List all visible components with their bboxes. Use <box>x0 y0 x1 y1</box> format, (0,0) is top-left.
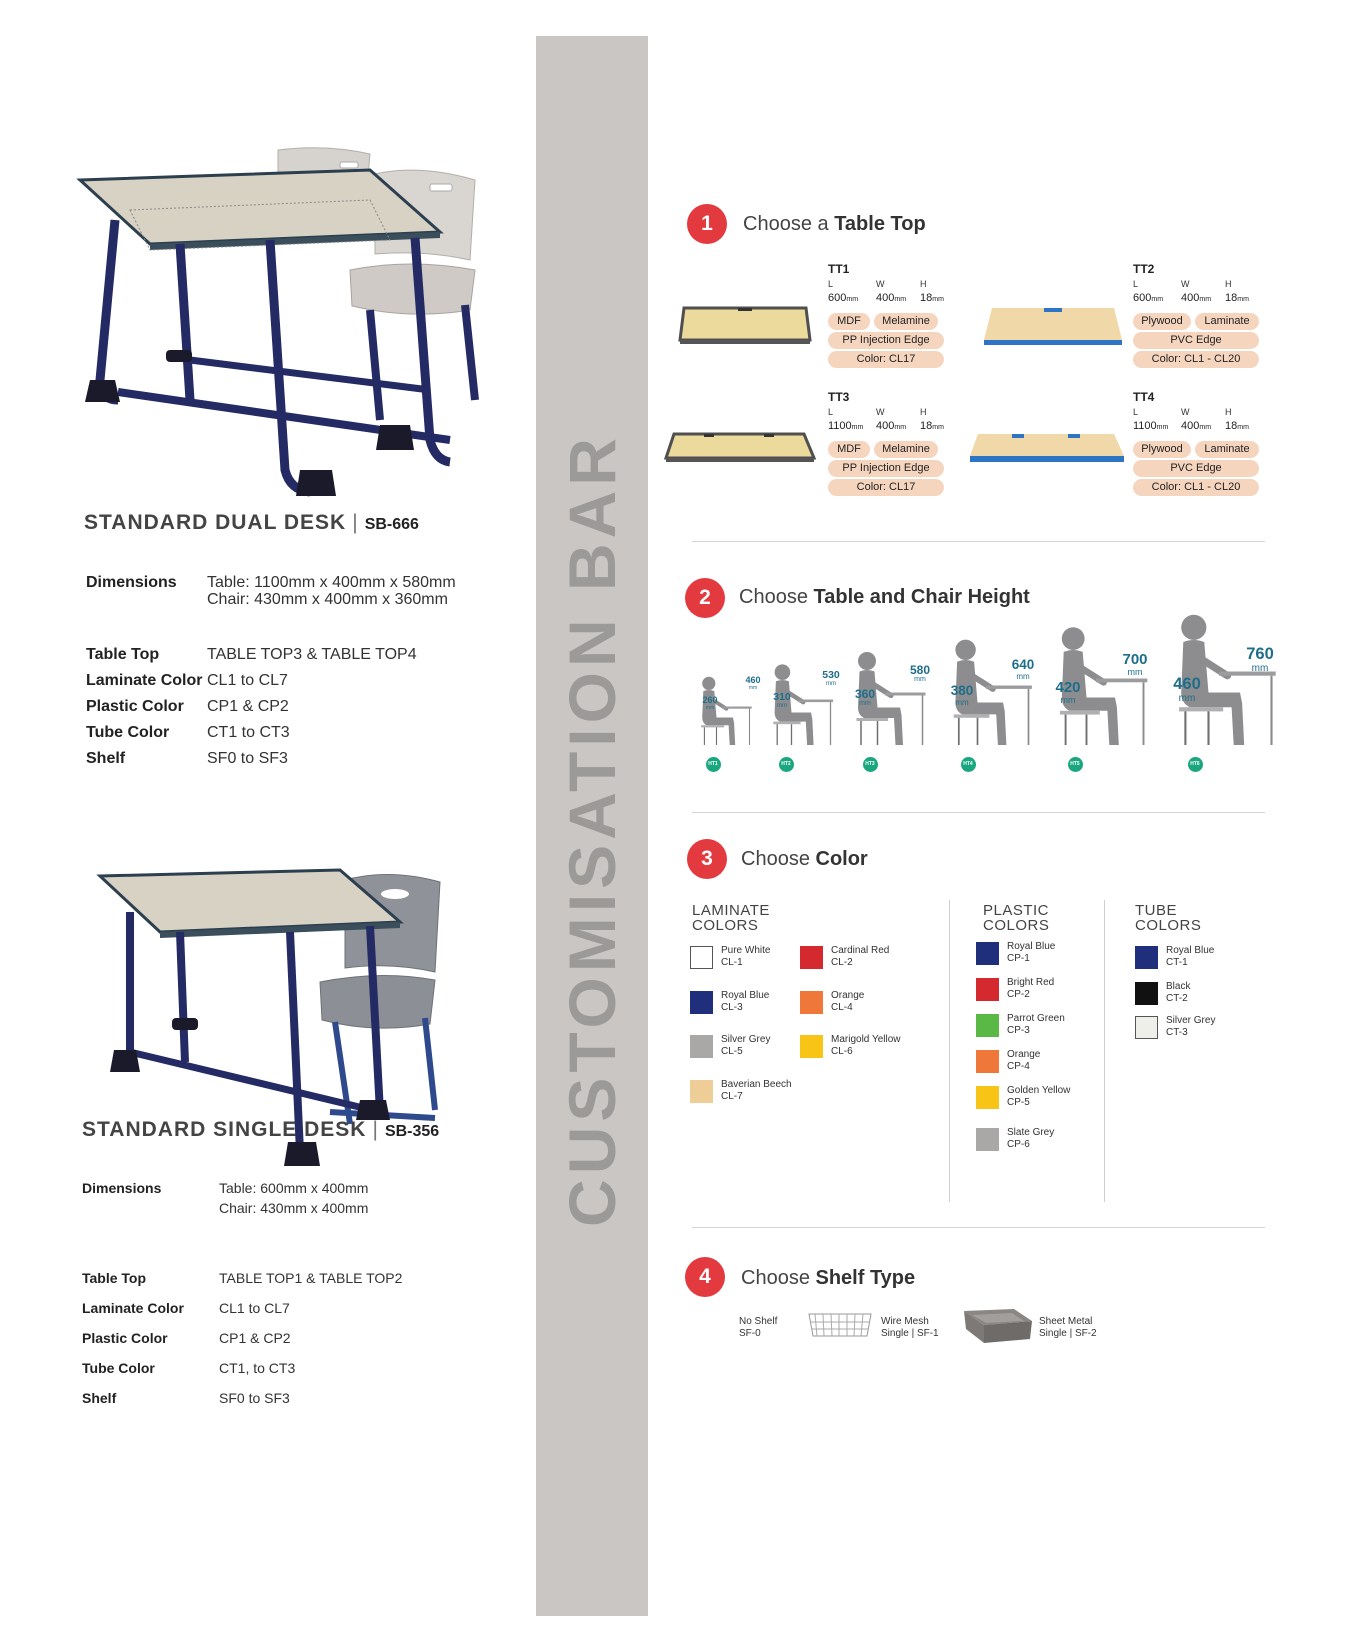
table-height-value: 460 <box>745 675 761 685</box>
shelf-code: Single | SF-1 <box>881 1328 939 1339</box>
edge-pill: PVC Edge <box>1133 332 1259 349</box>
color-code: CL-5 <box>721 1046 743 1057</box>
color-name: Cardinal Red <box>831 945 890 956</box>
section-divider <box>692 1227 1265 1228</box>
tt-length <box>1133 420 1168 432</box>
product-code: SB-356 <box>384 1123 440 1140</box>
table-top-card-tt1[interactable] <box>828 262 958 370</box>
tt3-image <box>664 428 816 468</box>
heading-line: LAMINATE <box>692 902 770 919</box>
color-label <box>1007 1013 1065 1037</box>
product-name: STANDARD SINGLE DESK <box>82 1118 367 1141</box>
material-pill: Plywood <box>1133 441 1191 458</box>
tt-length-value: 600 <box>828 292 847 304</box>
color-code: CL-1 <box>721 957 743 968</box>
unit: mm <box>1199 296 1212 303</box>
table-height-value: 700 <box>1122 651 1148 668</box>
step-prefix: Choose <box>741 848 810 870</box>
edge-pill: PP Injection Edge <box>828 460 944 477</box>
color-code: CP-1 <box>1007 953 1030 964</box>
tt-width <box>1181 292 1211 304</box>
color-pill: Color: CL1 - CL20 <box>1133 351 1259 368</box>
color-pill: Color: CL17 <box>828 351 944 368</box>
chair-height-unit: mm <box>955 697 969 707</box>
tt2-image <box>982 300 1127 350</box>
color-swatch[interactable] <box>1135 1016 1158 1039</box>
step-title <box>743 213 926 236</box>
table-top-card-tt2[interactable] <box>1133 262 1263 370</box>
color-name: Royal Blue <box>1007 941 1056 952</box>
shelf-code: Single | SF-2 <box>1039 1328 1097 1339</box>
title-separator: | <box>372 1118 379 1141</box>
shelf-option-wire-mesh[interactable] <box>881 1316 961 1346</box>
product-title-dual <box>84 511 419 535</box>
tt-length-value: 1100 <box>828 420 852 432</box>
tt-height <box>1225 292 1249 304</box>
step-number: 2 <box>685 578 725 618</box>
color-label <box>1166 945 1214 969</box>
color-name: Slate Grey <box>1007 1127 1055 1138</box>
dim-letter-l: L <box>828 407 834 417</box>
color-label <box>721 1079 792 1103</box>
spec-value: CL1 to CL7 <box>219 1300 290 1316</box>
height-badge[interactable]: HT4 <box>961 757 976 772</box>
color-swatch[interactable] <box>976 1014 999 1037</box>
color-swatch[interactable] <box>1135 946 1158 969</box>
color-label <box>831 1034 901 1058</box>
color-label <box>1166 1015 1215 1039</box>
step-title-bold: Shelf Type <box>815 1267 916 1289</box>
shelf-name: Sheet Metal <box>1039 1316 1093 1327</box>
table-height-unit: mm <box>1127 667 1143 677</box>
color-swatch[interactable] <box>800 946 823 969</box>
section-divider <box>692 812 1265 813</box>
unit: mm <box>851 424 864 431</box>
color-code: CP-4 <box>1007 1061 1030 1072</box>
step-number: 4 <box>685 1257 725 1297</box>
tt-width <box>876 420 906 432</box>
color-pill: Color: CL1 - CL20 <box>1133 479 1259 496</box>
material-pill: MDF <box>828 441 870 458</box>
step-number: 1 <box>687 204 727 244</box>
tt-height-value: 18 <box>920 420 933 432</box>
height-badge[interactable]: HT1 <box>706 757 721 772</box>
color-code: CL-2 <box>831 957 853 968</box>
laminate-swatches <box>690 946 950 1116</box>
spec-value: SF0 to SF3 <box>207 750 288 767</box>
spec-value: CL1 to CL7 <box>207 672 288 689</box>
spec-label: Tube Color <box>86 724 170 741</box>
product-code: SB-666 <box>364 516 419 533</box>
tt1-image <box>676 300 816 350</box>
color-name: Black <box>1166 981 1191 992</box>
spec-label: Laminate Color <box>86 672 203 689</box>
color-swatch[interactable] <box>690 946 713 969</box>
table-height-value: 760 <box>1246 645 1274 663</box>
chair-height-value: 310 <box>773 691 791 703</box>
tt-name: TT4 <box>1133 390 1155 404</box>
column-divider <box>949 900 950 1202</box>
shelf-name: No Shelf <box>739 1316 778 1327</box>
color-name: Bright Red <box>1007 977 1055 988</box>
unit: mm <box>1237 424 1249 431</box>
heading-line: COLORS <box>1135 917 1202 934</box>
color-swatch[interactable] <box>976 942 999 965</box>
tt-width <box>1181 420 1211 432</box>
material-pill: Laminate <box>1195 441 1259 458</box>
dim-letter-h: H <box>1225 407 1232 417</box>
step-title-bold: Table Top <box>834 213 926 235</box>
dim-letter-w: W <box>1181 407 1190 417</box>
spec-value-dimensions: Chair: 430mm x 400mm <box>219 1200 369 1216</box>
spec-label: Shelf <box>86 750 126 767</box>
color-pill: Color: CL17 <box>828 479 944 496</box>
color-name: Royal Blue <box>721 990 770 1001</box>
shelf-code: SF-0 <box>739 1328 761 1339</box>
tt-width-value: 400 <box>876 292 895 304</box>
product-title-single <box>82 1118 439 1142</box>
color-label <box>1007 941 1055 965</box>
color-name: Pure White <box>721 945 771 956</box>
color-name: Silver Grey <box>721 1034 771 1045</box>
sheet-metal-shelf-icon <box>962 1307 1034 1345</box>
color-label <box>831 945 889 969</box>
color-code: CT-1 <box>1166 957 1188 968</box>
chair-height-value: 260 <box>702 695 718 705</box>
dim-letter-w: W <box>1181 279 1190 289</box>
color-code: CL-6 <box>831 1046 853 1057</box>
unit: mm <box>846 296 859 303</box>
color-label <box>721 1034 770 1058</box>
spec-label: Plastic Color <box>86 698 184 715</box>
step-prefix: Choose <box>739 586 808 608</box>
customisation-bar-title: CUSTOMISATION BAR <box>555 433 629 1227</box>
title-separator: | <box>352 511 359 534</box>
column-divider <box>1104 900 1105 1202</box>
material-pill: Melamine <box>874 441 938 458</box>
spec-value-dimensions: Chair: 430mm x 400mm x 360mm <box>207 591 448 608</box>
color-code: CP-6 <box>1007 1139 1030 1150</box>
chair-height-unit: mm <box>1060 695 1076 705</box>
color-swatch[interactable] <box>976 1128 999 1151</box>
color-swatch[interactable] <box>800 1035 823 1058</box>
color-name: Parrot Green <box>1007 1013 1065 1024</box>
spec-label: Laminate Color <box>82 1300 184 1316</box>
color-name: Marigold Yellow <box>831 1034 901 1045</box>
step-prefix: Choose a <box>743 213 829 235</box>
dual-desk-image <box>70 140 510 530</box>
spec-value: CP1 & CP2 <box>207 698 289 715</box>
spec-label-dimensions: Dimensions <box>86 574 177 591</box>
chair-height-value: 360 <box>854 687 876 701</box>
dim-letter-h: H <box>920 279 927 289</box>
table-height-value: 640 <box>1011 657 1035 672</box>
color-swatch[interactable] <box>976 1050 999 1073</box>
tt-width-value: 400 <box>1181 292 1200 304</box>
table-height-unit: mm <box>748 685 758 691</box>
tt-width-value: 400 <box>876 420 895 432</box>
color-swatch[interactable] <box>690 1035 713 1058</box>
spec-value: SF0 to SF3 <box>219 1390 290 1406</box>
tube-swatches <box>1135 946 1265 1066</box>
chair-height-unit: mm <box>777 702 787 709</box>
single-desk-specs <box>82 1180 522 1440</box>
material-pill: Plywood <box>1133 313 1191 330</box>
color-code: CP-5 <box>1007 1097 1030 1108</box>
unit: mm <box>932 424 944 431</box>
heading-line: COLORS <box>692 917 759 934</box>
tt-width-value: 400 <box>1181 420 1200 432</box>
step-title-bold: Color <box>815 848 868 870</box>
color-swatch[interactable] <box>690 1080 713 1103</box>
material-pill: Melamine <box>874 313 938 330</box>
color-name: Orange <box>1007 1049 1041 1060</box>
color-code: CT-2 <box>1166 993 1188 1004</box>
dim-letter-h: H <box>920 407 927 417</box>
color-label <box>831 990 864 1014</box>
color-name: Orange <box>831 990 865 1001</box>
section-divider <box>692 541 1265 542</box>
spec-label-dimensions: Dimensions <box>82 1180 162 1196</box>
color-name: Silver Grey <box>1166 1015 1216 1026</box>
color-swatch[interactable] <box>1135 982 1158 1005</box>
spec-value-dimensions: Table: 600mm x 400mm <box>219 1180 369 1196</box>
height-badge[interactable]: HT2 <box>779 757 794 772</box>
table-top-card-tt3[interactable] <box>828 390 958 498</box>
table-top-card-tt4[interactable] <box>1133 390 1263 498</box>
color-code: CL-4 <box>831 1002 853 1013</box>
color-code: CP-2 <box>1007 989 1030 1000</box>
tt-height-value: 18 <box>920 292 933 304</box>
dim-letter-w: W <box>876 407 885 417</box>
unit: mm <box>1156 424 1169 431</box>
spec-label: Tube Color <box>82 1360 155 1376</box>
dim-letter-l: L <box>1133 407 1139 417</box>
heading-line: COLORS <box>983 917 1050 934</box>
chair-height-value: 380 <box>950 683 974 698</box>
unit: mm <box>894 424 907 431</box>
color-label <box>1007 1127 1054 1151</box>
step-title <box>741 848 868 871</box>
tt-width <box>876 292 906 304</box>
chair-height-unit: mm <box>705 705 715 711</box>
chair-height-unit: mm <box>1178 692 1196 704</box>
table-height-value: 580 <box>909 663 931 677</box>
color-code: CP-3 <box>1007 1025 1030 1036</box>
spec-value-dimensions: Table: 1100mm x 400mm x 580mm <box>207 574 456 591</box>
color-swatch[interactable] <box>976 978 999 1001</box>
spec-label: Plastic Color <box>82 1330 168 1346</box>
color-name: Royal Blue <box>1166 945 1215 956</box>
shelf-option-none[interactable] <box>739 1316 799 1346</box>
tt-name: TT1 <box>828 262 850 276</box>
plastic-swatches <box>976 942 1106 1162</box>
chair-height-unit: mm <box>859 700 871 707</box>
table-height-unit: mm <box>1016 671 1030 681</box>
heading-line: PLASTIC <box>983 902 1050 919</box>
dual-desk-specs <box>86 574 516 774</box>
tt-name: TT2 <box>1133 262 1155 276</box>
color-name: Golden Yellow <box>1007 1085 1071 1096</box>
chair-height-value: 460 <box>1173 675 1201 693</box>
chair-height-value: 420 <box>1055 679 1081 696</box>
height-labels <box>680 590 1280 775</box>
tt-length <box>1133 292 1163 304</box>
dim-letter-h: H <box>1225 279 1232 289</box>
table-height-unit: mm <box>1251 662 1269 674</box>
tt-length <box>828 292 858 304</box>
heading-line: TUBE <box>1135 902 1178 919</box>
color-code: CT-3 <box>1166 1027 1188 1038</box>
step-title <box>741 1267 915 1290</box>
spec-label: Table Top <box>82 1270 147 1286</box>
tt-height <box>920 292 944 304</box>
color-label <box>721 945 770 969</box>
unit: mm <box>1199 424 1212 431</box>
color-code: CL-3 <box>721 1002 743 1013</box>
spec-value: CT1, to CT3 <box>219 1360 296 1376</box>
tt-length-value: 1100 <box>1133 420 1157 432</box>
spec-value: CT1 to CT3 <box>207 724 290 741</box>
color-swatch[interactable] <box>800 991 823 1014</box>
spec-value: TABLE TOP3 & TABLE TOP4 <box>207 646 417 663</box>
color-code: CL-7 <box>721 1091 743 1102</box>
product-name: STANDARD DUAL DESK <box>84 511 347 534</box>
tt-height-value: 18 <box>1225 292 1238 304</box>
height-badge[interactable]: HT3 <box>863 757 878 772</box>
color-label <box>1007 1085 1070 1109</box>
dim-letter-l: L <box>1133 279 1139 289</box>
plastic-colors-heading <box>983 903 1049 933</box>
step-number: 3 <box>687 839 727 879</box>
spec-label: Shelf <box>82 1390 117 1406</box>
unit: mm <box>894 296 907 303</box>
color-name: Baverian Beech <box>721 1079 792 1090</box>
edge-pill: PP Injection Edge <box>828 332 944 349</box>
tube-colors-heading <box>1135 903 1201 933</box>
height-badge[interactable]: HT6 <box>1188 757 1203 772</box>
color-label <box>1007 1049 1040 1073</box>
tt-height <box>920 420 944 432</box>
color-label <box>1007 977 1054 1001</box>
height-badge[interactable]: HT5 <box>1068 757 1083 772</box>
step-title-bold: Table and Chair Height <box>813 586 1030 608</box>
dim-letter-w: W <box>876 279 885 289</box>
laminate-colors-heading <box>692 903 770 933</box>
unit: mm <box>1151 296 1164 303</box>
wire-mesh-shelf-icon <box>805 1310 875 1342</box>
color-label <box>1166 981 1190 1005</box>
material-pill: MDF <box>828 313 870 330</box>
spec-value: CP1 & CP2 <box>219 1330 291 1346</box>
material-pill: Laminate <box>1195 313 1259 330</box>
spec-label: Table Top <box>86 646 160 663</box>
color-swatch[interactable] <box>690 991 713 1014</box>
tt-height-value: 18 <box>1225 420 1238 432</box>
color-swatch[interactable] <box>976 1086 999 1109</box>
shelf-name: Wire Mesh <box>881 1316 929 1327</box>
table-height-value: 530 <box>822 669 840 681</box>
tt4-image <box>968 428 1126 468</box>
table-height-unit: mm <box>914 676 926 683</box>
unit: mm <box>932 296 944 303</box>
dim-letter-l: L <box>828 279 834 289</box>
tt-length-value: 600 <box>1133 292 1152 304</box>
step-prefix: Choose <box>741 1267 810 1289</box>
color-label <box>721 990 769 1014</box>
table-height-unit: mm <box>826 680 836 687</box>
tt-height <box>1225 420 1249 432</box>
unit: mm <box>1237 296 1249 303</box>
shelf-option-sheet-metal[interactable] <box>1039 1316 1119 1346</box>
tt-name: TT3 <box>828 390 850 404</box>
edge-pill: PVC Edge <box>1133 460 1259 477</box>
spec-value: TABLE TOP1 & TABLE TOP2 <box>219 1270 403 1286</box>
tt-length <box>828 420 863 432</box>
